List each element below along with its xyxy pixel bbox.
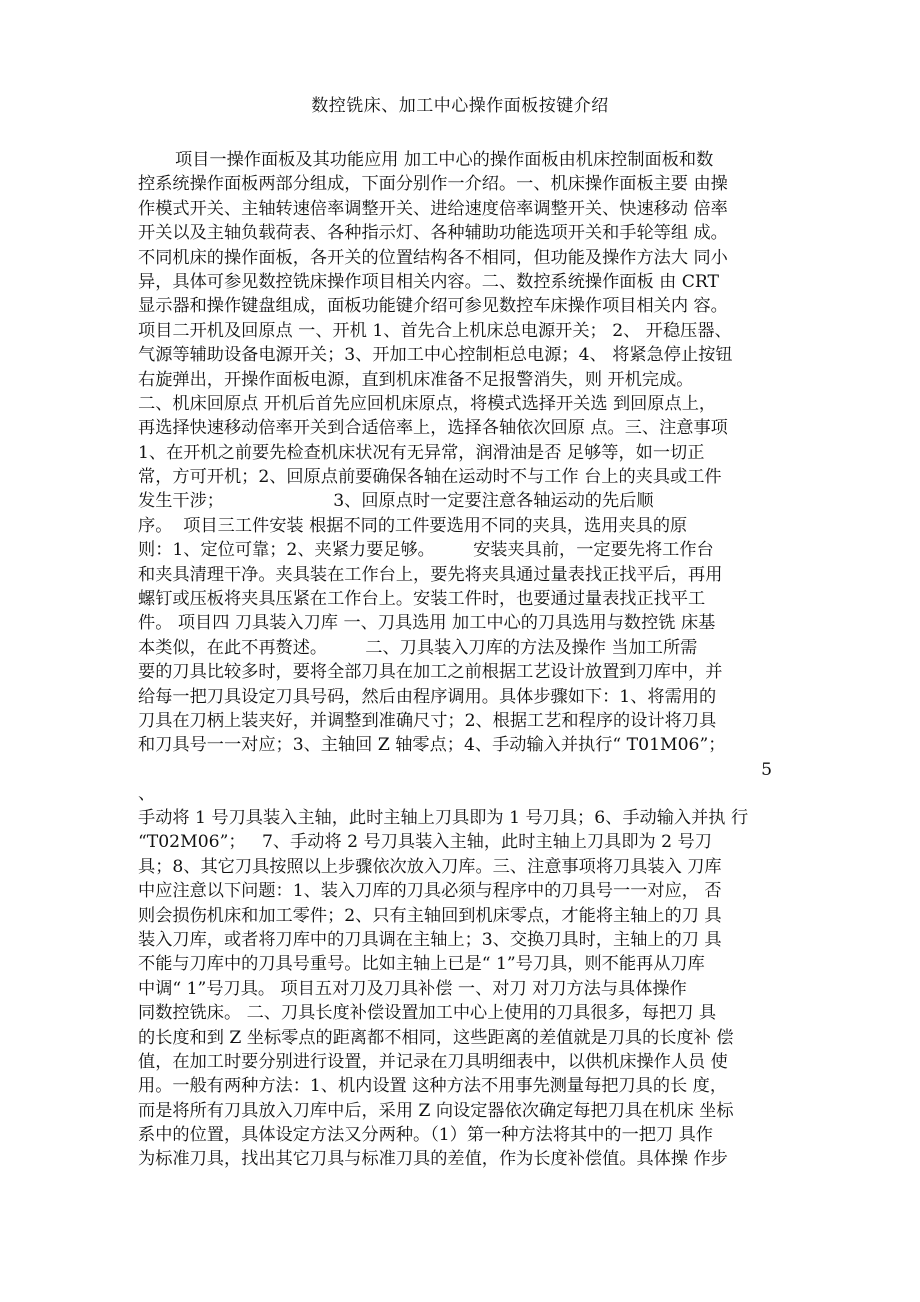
text-line: 则：1、定位可靠；2、夹紧力要足够。 安装夹具前，一定要先将工作台 [138,540,714,561]
text-line: 刀具在刀柄上装夹好，并调整到准确尺寸；2、根据工艺和程序的设计将刀具 [138,710,717,731]
text-line: 值，在加工时要分别进行设置，并记录在刀具明细表中，以供机床操作人员 使 [138,1051,728,1072]
text-line: 本类似，在此不再赘述。 二、刀具装入刀库的方法及操作 当加工所需 [138,637,698,658]
page-title: 数控铣床、加工中心操作面板按键介绍 [311,96,609,116]
text-line: 用。一般有两种方法：1、机内设置 这种方法不用事先测量每把刀具的长 度， [138,1076,728,1097]
body-text-section-a [138,148,772,807]
text-line: 中调“ 1”号刀具。 项目五对刀及刀具补偿 一、对刀 对刀方法与具体操作 [138,978,687,999]
step-mark: 、 [138,784,156,805]
text-line: 再选择快速移动倍率开关到合适倍率上，选择各轴依次回原 点。三、注意事项 [138,418,728,439]
body-text-section-b [138,806,772,1172]
text-line: 1、在开机之前要先检查机床状况有无异常，润滑油是否 足够等，如一切正 [138,442,705,463]
text-line: 给每一把刀具设定刀具号码，然后由程序调用。具体步骤如下：1、将需用的 [138,686,717,707]
text-line: 二、机床回原点 开机后首先应回机床原点，将模式选择开关选 到回原点上， [138,393,717,414]
text-line: 螺钉或压板将夹具压紧在工作台上。安装工件时，也要通过量表找正找平工 [138,589,706,610]
text-line: 而是将所有刀具放入刀库中后，采用 Z 向设定器依次确定每把刀具在机床 坐标 [138,1100,734,1121]
text-line: 件。 项目四 刀具装入刀库 一、刀具选用 加工中心的刀具选用与数控铣 床基 [138,613,716,634]
text-line: 的长度和到 Z 坐标零点的距离都不相同，这些距离的差值就是刀具的长度补 偿 [138,1027,734,1048]
text-line: 发生干涉； 3、回原点时一定要注意各轴运动的先后顺 [138,491,654,512]
text-line: 项目一操作面板及其功能应用 加工中心的操作面板由机床控制面板和数 [175,150,714,170]
text-line: 具；8、其它刀具按照以上步骤依次放入刀库。三、注意事项将刀具装入 刀库 [138,856,722,877]
text-line: 开关以及主轴负载荷表、各种指示灯、各种辅助功能选项开关和手轮等组 成。 [138,223,728,244]
text-line: 装入刀库，或者将刀库中的刀具调在主轴上；3、交换刀具时，主轴上的刀 具 [138,929,722,950]
text-line: 中应注意以下问题：1、装入刀库的刀具必须与程序中的刀具号一一对应， 否 [138,881,722,902]
text-line: 右旋弹出，开操作面板电源，直到机床准备不足报警消失，则 开机完成。 [138,369,694,390]
text-line: 则会损伤机床和加工零件；2、只有主轴回到机床零点，才能将主轴上的刀 具 [138,905,722,926]
text-line: 同数控铣床。 二、刀具长度补偿设置加工中心上使用的刀具很多，每把刀 具 [138,1003,717,1024]
text-line: 和夹具清理干净。夹具装在工作台上，要先将夹具通过量表找正找平后，再用 [138,564,723,585]
text-line: 气源等辅助设备电源开关；3、开加工中心控制柜总电源；4、 将紧急停止按钮 [138,345,733,366]
text-line: 手动将 1 号刀具装入主轴，此时主轴上刀具即为 1 号刀具；6、手动输入并执 行 [138,808,749,828]
text-line: 作模式开关、主轴转速倍率调整开关、进给速度倍率调整开关、快速移动 倍率 [138,198,728,219]
text-line: 序。 项目三工件安装 根据不同的工件要选用不同的夹具，选用夹具的原 [138,515,688,536]
text-line: 系中的位置，具体设定方法又分两种。（1）第一种方法将其中的一把刀 具作 [138,1125,713,1146]
text-line: 显示器和操作键盘组成，面板功能键介绍可参见数控车床操作项目相关内 容。 [138,296,728,317]
text-line: 异，具体可参见数控铣床操作项目相关内容。二、数控系统操作面板 由 CRT [138,271,719,292]
text-line: 项目二开机及回原点 一、开机 1、首先合上机床总电源开关； 2、 开稳压器、 [138,320,732,341]
text-line: 和刀具号一一对应；3、主轴回 Z 轴零点；4、手动输入并执行“ T01M06”； [138,735,726,756]
text-line: 控系统操作面板两部分组成，下面分别作一介绍。一、机床操作面板主要 由操 [138,174,728,195]
text-line: 不同机床的操作面板，各开关的位置结构各不相同，但功能及操作方法大 同小 [138,247,728,268]
step-number: 5 [761,759,772,780]
text-line: 要的刀具比较多时，要将全部刀具在加工之前根据工艺设计放置到刀库中，并 [138,662,723,683]
text-line: 常，方可开机；2、回原点前要确保各轴在运动时不与工作 台上的夹具或工件 [138,467,722,488]
text-line: 为标准刀具，找出其它刀具与标准刀具的差值，作为长度补偿值。具体操 作步 [138,1149,728,1170]
text-line: 不能与刀库中的刀具号重号。比如主轴上已是“ 1”号刀具，则不能再从刀库 [138,954,705,975]
text-line: “T02M06”； 7、手动将 2 号刀具装入主轴，此时主轴上刀具即为 2 号刀 [138,832,712,853]
